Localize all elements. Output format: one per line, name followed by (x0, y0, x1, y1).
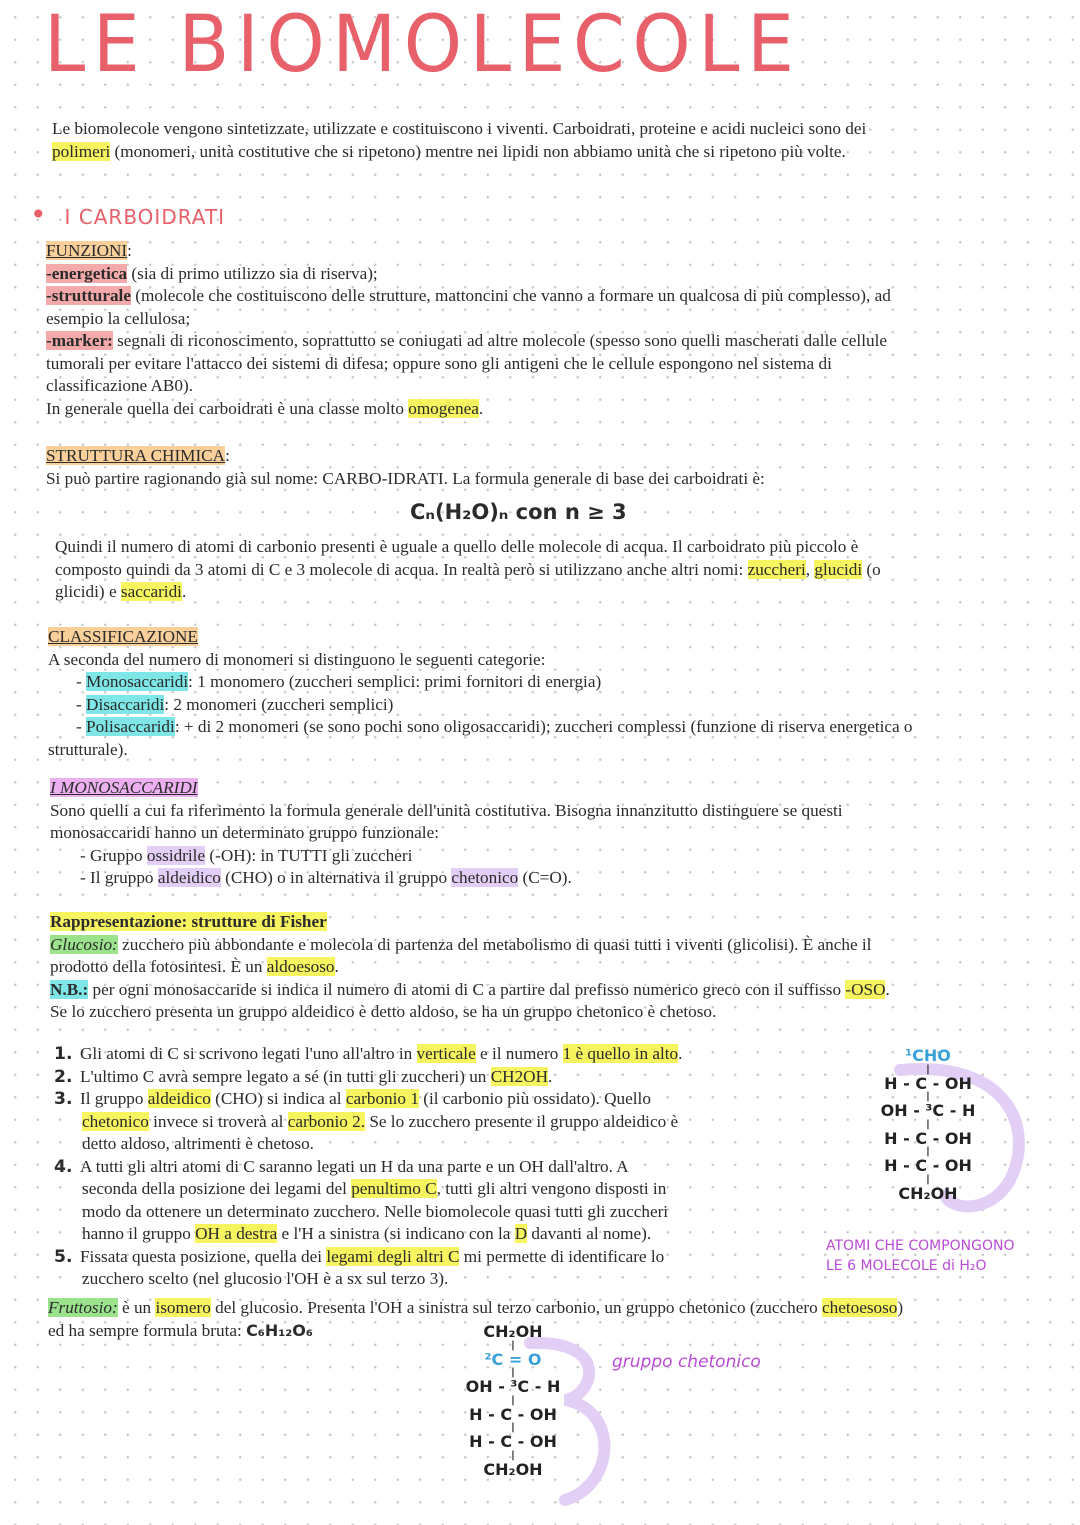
struttura-p2: composto quindi da 3 atomi di C e 3 molecole di acqua. In realtà però si utilizzano anche altri nomi: (55, 559, 748, 579)
marker-text2: tumorali per evitare l'attacco dei sistemi di difesa; oppure sono gli antigeni che le cellule espongono nel sistema di (46, 353, 832, 373)
legami-altri-highlight: legami degli altri C (326, 1246, 460, 1266)
fruttosio-b: del glucosio. Presenta l'OH a sinistra sul terzo carbonio, un gruppo chetonico (zucchero (210, 1298, 822, 1317)
nb-dot: . (885, 979, 890, 999)
general-formula: Cₙ(H₂O)ₙ con n ≥ 3 (410, 500, 627, 524)
generale-end: . (478, 398, 484, 418)
saccaridi-highlight: saccaridi (120, 582, 182, 601)
strutturale-label: -strutturale (46, 286, 131, 305)
step4-num: 4. (54, 1156, 73, 1177)
carbonio2-highlight: carbonio 2. (287, 1111, 366, 1131)
gruppo2-b: (CHO) o in alternativa il gruppo (220, 868, 452, 887)
fruttosio-c: ) (897, 1298, 904, 1317)
monosaccaridi-text: : 1 monomero (zuccheri semplici: primi fornitori di energia) (188, 672, 602, 691)
fructose-line-5: H - C - OH (469, 1432, 557, 1451)
polimeri-highlight: polimeri (52, 141, 111, 161)
glucose-line-5: H - C - OH (884, 1156, 972, 1175)
glucosio-text: zucchero più abbondante e molecola di partenza del metabolismo di quasi tutti i viventi (glicolisi). È anche il (117, 934, 872, 954)
step4-e: hanno il gruppo (82, 1224, 196, 1243)
gruppo2-c: (C=O). (518, 868, 572, 887)
fructose-bond-1: | (511, 1339, 515, 1351)
glucose-line-cho: ¹CHO (905, 1046, 951, 1065)
step1-b: e il numero (475, 1044, 563, 1063)
step3-num: 3. (54, 1089, 73, 1109)
classificazione-intro: A seconda del numero di monomeri si distinguono le seguenti categorie: (48, 649, 546, 669)
formula-bruta: C₆H₁₂O₆ (246, 1320, 313, 1340)
monosaccaridi-block: I MONOSACCARIDI Sono quelli a cui fa riferimento la formula generale dell'unità costitutiva. Bisogna innanzitutto distinguere se questi monosaccaridi hanno un determinato gruppo funzionale: - Gruppo ossidrile (-OH): in TUTTI gli zuccheri - Il gruppo aldeidico (CHO) o in alternativa il gruppo chetonico (C=O). (50, 778, 843, 887)
fructose-bond-2: | (511, 1367, 515, 1378)
chetonico-step-highlight: chetonico (82, 1111, 149, 1131)
glucose-line-2: H - C - OH (884, 1073, 972, 1093)
fructose-bond-3: | (511, 1394, 515, 1406)
disaccaridi-label: Disaccaridi (86, 694, 165, 714)
steps-list (54, 1043, 802, 1291)
step1-num: 1. (54, 1044, 73, 1064)
disaccaridi-text: : 2 monomeri (zuccheri semplici) (164, 694, 394, 714)
oso-highlight: -OSO (845, 979, 886, 999)
fructose-bond-5: | (511, 1449, 515, 1461)
intro-line2: (monomeri, unità costitutive che si ripetono) mentre nei lipidi non abbiamo unità che si ripetono più volte. (110, 141, 846, 161)
funzioni-block (46, 240, 1046, 420)
nb-text: per ogni monosaccaride si indica il numero di atomi di C a partire dal prefisso numerico greco con il suffisso (88, 979, 846, 999)
fruttosio-line2: ed ha sempre formula bruta: (48, 1320, 247, 1340)
gruppo1-a: Gruppo (90, 845, 147, 865)
step4-f: e l'H a sinistra (si indicano con la (277, 1224, 515, 1243)
chetonico-highlight: chetonico (451, 868, 519, 887)
step3-c: (il carbonio più ossidato). Quello (418, 1089, 651, 1108)
marker-label: -marker: (46, 331, 113, 350)
nb-label: N.B.: (50, 979, 89, 999)
section-title: I CARBOIDRATI (64, 205, 226, 229)
section-bullet: • (30, 198, 47, 231)
struttura-p1: Quindi il numero di atomi di carbonio presenti è uguale a quello delle molecole di acqua. Il carboidrato più piccolo è (55, 537, 859, 556)
nb-text2: Se lo zucchero presenta un gruppo aldeidico è detto aldoso, se ha un gruppo chetonico è chetoso. (50, 1002, 717, 1021)
step2-b: . (548, 1066, 553, 1086)
struttura-p2-end: (o (862, 559, 881, 579)
glucose-fisher-structure (858, 1046, 998, 1203)
glucose-note (826, 1236, 1056, 1276)
step2-a: L'ultimo C avrà sempre legato a sé (in tutti gli zuccheri) un (80, 1066, 491, 1086)
struttura-p3: glicidi) e (55, 582, 121, 601)
step3-d: invece si troverà al (148, 1111, 288, 1131)
fructose-line-co: ²C = O (484, 1349, 542, 1369)
struttura-comma: , (805, 559, 815, 579)
monosaccaridi-heading: I MONOSACCARIDI (50, 778, 198, 797)
step5-c: zucchero scelto (nel glucosio l'OH è a sx sul terzo 3). (82, 1269, 449, 1288)
fructose-line-6: CH₂OH (483, 1459, 543, 1479)
struttura-heading: STRUTTURA CHIMICA (46, 446, 226, 465)
step4-a: A tutti gli altri atomi di C saranno legati un H da una parte e un OH dall'altro. A (80, 1156, 629, 1176)
glucose-note-line1: ATOMI CHE COMPONGONO (826, 1238, 1015, 1254)
d-highlight: D (514, 1224, 528, 1243)
verticale-highlight: verticale (416, 1044, 476, 1063)
struttura-colon: : (225, 446, 230, 465)
polisaccaridi-label: Polisaccaridi (86, 717, 175, 736)
intro-line1: Le biomolecole vengono sintetizzate, utilizzate e costituiscono i viventi. Carboidrati, proteine e acidi nucleici sono dei (52, 119, 867, 138)
isomero-highlight: isomero (155, 1298, 211, 1317)
chetoesoso-highlight: chetoesoso (821, 1298, 898, 1317)
fisher-block (50, 911, 1050, 1024)
monosaccaridi-p2: monosaccaridi hanno un determinato gruppo funzionale: (50, 823, 439, 842)
gruppo1-b: (-OH): in TUTTI gli zuccheri (205, 845, 413, 865)
step3-b: (CHO) si indica al (210, 1089, 346, 1108)
step5-num: 5. (54, 1246, 73, 1267)
polisaccaridi-text: : + di 2 monomeri (se sono pochi sono oligosaccaridi); zuccheri complessi (funzione di riserva energetica o (174, 717, 913, 736)
oh-destra-highlight: OH a destra (195, 1224, 278, 1243)
classificazione-tail: strutturale). (48, 739, 128, 759)
fructose-line-3: OH - ³C - H (465, 1377, 561, 1396)
strutturale-text2: esempio la cellulosa; (46, 308, 191, 328)
page-title: LE BIOMOLECOLE (44, 0, 802, 90)
glucose-line-4: H - C - OH (884, 1128, 972, 1148)
carbonio1-highlight: carbonio 1 (345, 1089, 419, 1108)
struttura-text: Si può partire ragionando già sul nome: CARBO-IDRATI. La formula generale di base dei carboidrati è: (46, 468, 765, 488)
gruppo2-a: Il gruppo (90, 868, 158, 887)
strutturale-text: (molecole che costituiscono delle strutture, mattoncini che vanno a formare un qualcosa di più complesso), ad (130, 286, 891, 305)
energetica-text: (sia di primo utilizzo sia di riserva); (127, 263, 378, 283)
intro-paragraph (52, 118, 1042, 163)
ossidrile-highlight: ossidrile (146, 845, 206, 865)
fructose-bond-4: | (511, 1422, 515, 1433)
gruppo-chetonico-note: gruppo chetonico (612, 1352, 761, 1372)
fructose-line-4: H - C - OH (469, 1404, 557, 1424)
step5-b: mi permette di identificare lo (459, 1246, 665, 1266)
fruttosio-label: Fruttosio: (48, 1298, 118, 1317)
funzioni-heading: FUNZIONI (46, 241, 128, 260)
fruttosio-a: è un (117, 1298, 156, 1317)
struttura-block (46, 445, 1046, 490)
step1-c: . (678, 1044, 683, 1063)
step4-g: davanti al nome). (527, 1224, 652, 1243)
generale-text: In generale quella dei carboidrati è una classe molto (46, 398, 409, 418)
fisher-heading: Rappresentazione: strutture di Fisher (50, 912, 327, 931)
glucidi-highlight: glucidi (814, 559, 863, 579)
marker-text: segnali di riconoscimento, soprattutto se coniugati ad altre molecole (spesso sono quelli mascherati dalle cellule (112, 331, 887, 350)
glucose-bond-1: | (926, 1063, 930, 1075)
glucosio-label: Glucosio: (50, 934, 118, 954)
numero1-highlight: 1 è quello in alto (562, 1044, 679, 1063)
glucosio-dot: . (334, 957, 339, 976)
step1-a: Gli atomi di C si scrivono legati l'uno all'altro in (80, 1044, 417, 1063)
glucosio-text2: prodotto della fotosintesi. È un (50, 957, 267, 976)
glucose-line-ch2oh: CH₂OH (898, 1183, 958, 1203)
ch2oh-highlight: CH2OH (490, 1066, 548, 1086)
glucose-bond-3: | (926, 1118, 930, 1130)
section-carboidrati (30, 198, 225, 231)
glucose-note-line2: LE 6 MOLECOLE di H₂O (826, 1258, 987, 1274)
glucose-bond-4: | (926, 1146, 930, 1157)
step4-b: seconda della posizione dei legami del (82, 1179, 352, 1198)
glucose-bond-2: | (926, 1091, 930, 1102)
monosaccaridi-p1: Sono quelli a cui fa riferimento la formula generale dell'unità costitutiva. Bisogna innanzitutto distinguere se questi (50, 800, 843, 820)
classificazione-block: CLASSIFICAZIONE A seconda del numero di monomeri si distinguono le seguenti categorie: - Monosaccaridi: 1 monomero (zuccheri semplici: primi fornitori di energia) - Disaccaridi: 2 monomeri (zuccheri semplici) - Polisaccaridi: + di 2 monomeri (se sono pochi sono oligosaccaridi); zuccheri complessi (funzione di riserva energetica o strutturale). (48, 627, 913, 759)
struttura-paragraph (55, 536, 1055, 604)
step3-a: Il gruppo (80, 1089, 148, 1108)
funzioni-colon: : (127, 241, 132, 260)
glucose-bond-5: | (926, 1173, 930, 1185)
marker-text3: classificazione AB0). (46, 376, 193, 395)
fructose-line-1: CH₂OH (483, 1322, 543, 1341)
struttura-p3-end: . (181, 582, 187, 601)
step4-c: , tutti gli altri vengono disposti in (436, 1179, 667, 1198)
aldeidico-highlight: aldeidico (157, 868, 221, 887)
step4-d: modo da ottenere un determinato zucchero. Nelle biomolecole quasi tutti gli zuccheri (82, 1201, 669, 1221)
aldeidico-step-highlight: aldeidico (147, 1089, 211, 1108)
aldoesoso-highlight: aldoesoso (266, 957, 335, 976)
glucose-line-3: OH - ³C - H (880, 1101, 976, 1120)
step3-e: Se lo zucchero presente il gruppo aldeidico è (365, 1111, 679, 1131)
zuccheri-highlight: zuccheri (747, 559, 806, 579)
energetica-label: -energetica (46, 263, 128, 283)
step2-num: 2. (54, 1066, 73, 1087)
penultimo-highlight: penultimo C (351, 1179, 437, 1198)
monosaccaridi-label: Monosaccaridi (86, 672, 189, 691)
step3-f: detto aldoso, altrimenti è chetoso. (82, 1134, 314, 1153)
omogenea-highlight: omogenea (408, 398, 479, 418)
step5-a: Fissata questa posizione, quella dei (80, 1246, 327, 1266)
fructose-fisher-structure (438, 1322, 588, 1479)
classificazione-heading: CLASSIFICAZIONE (48, 627, 198, 646)
